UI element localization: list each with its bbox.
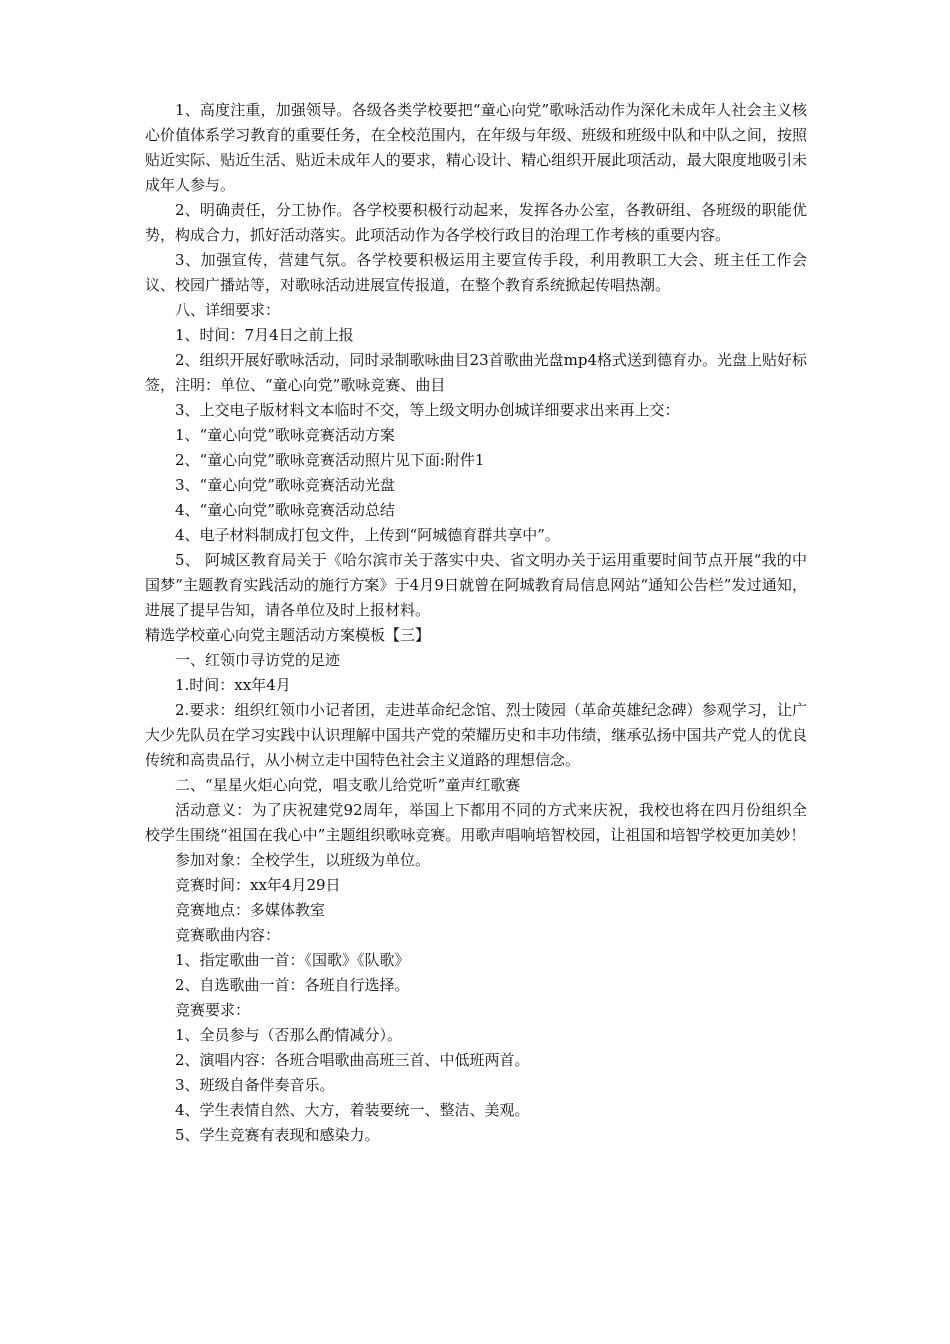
paragraph-19: 活动意义：为了庆祝建党92周年，举国上下都用不同的方式来庆祝，我校也将在四月份组织全校学生围绕“祖国在我心中”主题组织歌咏竞赛。用歌声唱响培智校园，让祖国和培智学校更加美妙！ bbox=[145, 801, 807, 844]
paragraph-5: 1、时间：7月4日之前上报 bbox=[175, 326, 354, 344]
paragraph-23: 竞赛歌曲内容： bbox=[175, 926, 281, 944]
paragraph-29: 3、班级自备伴奏音乐。 bbox=[175, 1076, 335, 1094]
paragraph-6: 2、组织开展好歌咏活动，同时录制歌咏曲目23首歌曲光盘mp4格式送到德育办。光盘上贴好标签，注明：单位、“童心向党”歌咏竞赛、曲目 bbox=[145, 351, 808, 394]
document-body bbox=[145, 98, 807, 1148]
paragraph-16: 1.时间：xx年4月 bbox=[175, 676, 291, 694]
list-item-1: 1、“童心向党”歌咏竞赛活动方案 bbox=[175, 426, 395, 444]
paragraph-1: 1、高度注重，加强领导。各级各类学校要把“童心向党”歌咏活动作为深化未成年人社会主义核心价值体系学习教育的重要任务，在全校范围内，在年级与年级、班级和班级中队和中队之间，按照贴近实际、贴近生活、贴近未成年人的要求，精心设计、精心组织开展此项活动，最大限度地吸引未成年人参与。 bbox=[145, 101, 807, 194]
section-title-3: 精选学校童心向党主题活动方案模板【三】 bbox=[145, 626, 431, 644]
paragraph-13: 5、 阿城区教育局关于《哈尔滨市关于落实中央、省文明办关于运用重要时间节点开展“我的中国梦”主题教育实践活动的施行方案》于4月9日就曾在阿城教育局信息网站“通知公告栏”发过通知，进展了提早告知，请各单位及时上报材料。 bbox=[145, 551, 807, 619]
section-heading-8: 八、详细要求： bbox=[175, 301, 281, 319]
paragraph-3: 3、加强宣传，营建气氛。各学校要积极运用主要宣传手段，利用教职工大会、班主任工作会议、校园广播站等，对歌咏活动进展宣传报道，在整个教育系统掀起传唱热潮。 bbox=[145, 251, 807, 294]
section-heading-1: 一、红领巾寻访党的足迹 bbox=[175, 651, 341, 669]
paragraph-26: 竞赛要求： bbox=[175, 1001, 251, 1019]
paragraph-17: 2.要求：组织红领巾小记者团，走进革命纪念馆、烈士陵园（革命英雄纪念碑）参观学习，让广大少先队员在学习实践中认识理解中国共产党的荣耀历史和丰功伟绩，继承弘扬中国共产党人的优良传统和高贵品行，从小树立走中国特色社会主义道路的理想信念。 bbox=[145, 701, 807, 769]
paragraph-7: 3、上交电子版材料文本临时不交，等上级文明办创城详细要求出来再上交： bbox=[175, 401, 680, 419]
paragraph-21: 竞赛时间：xx年4月29日 bbox=[175, 876, 341, 894]
paragraph-12: 4、电子材料制成打包文件，上传到“阿城德育群共享中”。 bbox=[175, 526, 560, 544]
paragraph-30: 4、学生表情自然、大方，着装要统一、整洁、美观。 bbox=[175, 1101, 530, 1119]
paragraph-22: 竞赛地点：多媒体教室 bbox=[175, 901, 326, 919]
paragraph-28: 2、演唱内容：各班合唱歌曲高班三首、中低班两首。 bbox=[175, 1051, 530, 1069]
list-item-4: 4、“童心向党”歌咏竞赛活动总结 bbox=[175, 501, 395, 519]
list-item-3: 3、“童心向党”歌咏竞赛活动光盘 bbox=[175, 476, 395, 494]
paragraph-20: 参加对象：全校学生，以班级为单位。 bbox=[175, 851, 431, 869]
paragraph-2: 2、明确责任，分工协作。各学校要积极行动起来，发挥各办公室，各教研组、各班级的职能优势，构成合力，抓好活动落实。此项活动作为各学校行政目的治理工作考核的重要内容。 bbox=[145, 201, 807, 244]
paragraph-25: 2、自选歌曲一首：各班自行选择。 bbox=[175, 976, 410, 994]
paragraph-31: 5、学生竞赛有表现和感染力。 bbox=[175, 1126, 380, 1144]
section-heading-2: 二、“星星火炬心向党，唱支歌儿给党听”童声红歌赛 bbox=[175, 776, 521, 794]
list-item-2: 2、“童心向党”歌咏竞赛活动照片见下面:附件1 bbox=[175, 451, 485, 469]
paragraph-24: 1、指定歌曲一首：《国歌》《队歌》 bbox=[175, 951, 410, 969]
paragraph-27: 1、全员参与（否那么酌情减分）。 bbox=[175, 1026, 403, 1044]
